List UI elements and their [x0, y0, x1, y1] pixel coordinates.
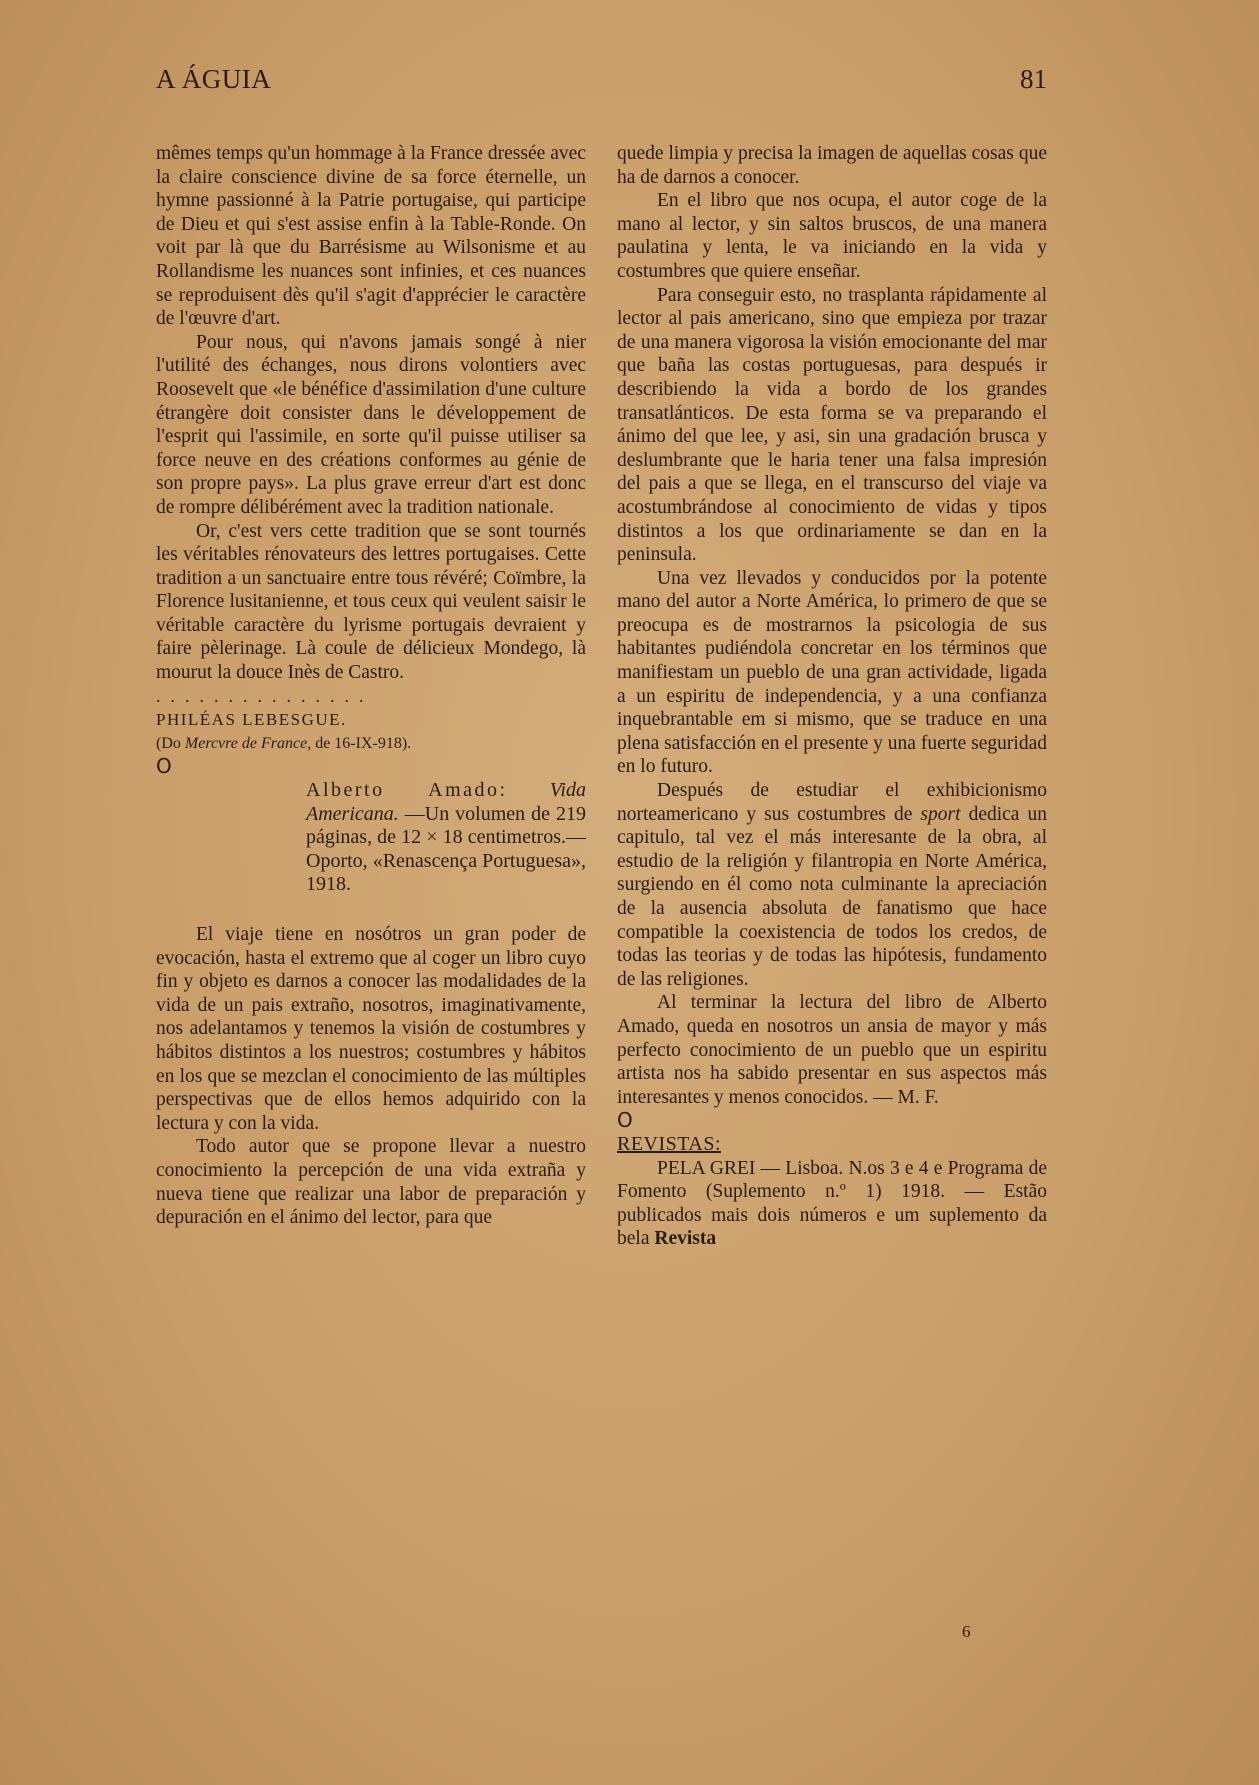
article-source [156, 732, 586, 756]
paragraph: Al terminar la lectura del libro de Alberto Amado, queda en nosotros un ansia de mayor y más perfecto conocimiento de un pueblo que un espiritu artista nos ha sabido presentar en sus aspectos más interesantes y menos conocidos. — M. F. [617, 992, 1047, 1108]
paragraph-text: Después de estudiar el exhibicionismo norteamericano y sus costumbres de [617, 780, 1047, 825]
review-title: Vida Americana. [306, 779, 586, 825]
right-column [617, 142, 1047, 1251]
review-heading [156, 779, 586, 897]
paragraph: Todo autor que se propone llevar a nuestro conocimiento la percepción de una vida extraña y nueva tiene que realizar una labor de preparación y depuración en el ánimo del lector, para que [156, 1136, 586, 1229]
journal-title: A ÁGUIA [156, 64, 272, 94]
review-author: Alberto Amado: [306, 779, 508, 802]
page-number: 81 [1020, 64, 1047, 94]
paragraph [617, 779, 1047, 991]
paragraph: En el libro que nos ocupa, el autor coge de la mano al lector, y sin saltos bruscos, de una manera paulatina y lenta, le va iniciando en la vida y costumbres que quiere enseñar. [617, 190, 1047, 282]
left-column [156, 142, 586, 1230]
paragraph: El viaje tiene en nosótros un gran poder de evocación, hasta el extremo que al coger un libro cuyo fin y objeto es darnos a conocer las modalidades de la vida de un pais extraño, nosotros, imaginativamente, nos adelantamos y tenemos la visión de costumbres y hábitos distintos a los nuestros; costumbres y hábitos en los que se mezclan el conocimiento de las múltiples perspectivas que de ellos hemos adquirido con la lectura y con la vida. [156, 924, 586, 1134]
review-details: —Un volumen de 219 páginas, de 12 × 18 centimetros.— Oporto, «Renascença Portuguesa», 1918. [306, 802, 587, 896]
paragraph [617, 1157, 1047, 1251]
source-publication: Mercvre de France, [184, 734, 312, 752]
paragraph: quede limpia y precisa la imagen de aquellas cosas que ha de darnos a conocer. [617, 143, 1047, 188]
source-prefix: (Do [156, 734, 181, 752]
ellipsis-line: ............... [156, 685, 374, 706]
signature-number: 6 [962, 1622, 971, 1641]
paragraph: Para conseguir esto, no trasplanta rápidamente al lector al pais americano, sino que empieza por trazar de una manera vigorosa la visión emocionante del mar que baña las costas portuguesas, para después ir describiendo la vida a bordo de los grandes transatlánticos. De esta forma se va preparando el ánimo del que lee, y asi, sin una gradación brusca y deslumbrante que le haria tener una falsa impresión del pais a que se llega, en el transcurso del viaje va acostumbrándose al conocimiento de vidas y tipos distintos a los que ordinariamente se dan en la peninsula. [617, 284, 1047, 566]
revistas-text: PELA GREI — Lisboa. N.os 3 e 4 e Programa de Fomento (Suplemento n.º 1) 1918. — Estão publicados mais dois números e um suplemento da bela [617, 1157, 1047, 1250]
review-body [156, 923, 586, 1230]
section-heading: REVISTAS: [617, 1132, 722, 1155]
section-separator: O [617, 1108, 633, 1133]
revistas-bold: Revista [654, 1228, 717, 1250]
paragraph: Una vez llevados y conducidos por la potente mano del autor a Norte América, lo primero de que se preocupa es de mostrarnos la psicologia de sus habitantes pudiéndola concretar en los términos que manifiestam un pueblo de una gran actividade, ligada a un espiritu de independencia, y a una confianza inquebrantable em si mismo, que se traduce en una plena satisfacción en el presente y una fuerte seguridad en lo futuro. [617, 567, 1047, 778]
paragraph-text: dedica un capitulo, tal vez el más interesante de la obra, al estudio de la religión y filantropia en Norte América, surgiendo en él como nota culminante la apreciación de la ausencia absoluta de fanatismo que hace compatible la coexistencia de todos los credos, de todas las teorias y de todas las hipótesis, fundamento de las religiones. [617, 803, 1047, 990]
section-separator: O [156, 754, 172, 779]
source-date: de 16-IX-918). [315, 734, 412, 752]
paragraph: mêmes temps qu'un hommage à la France dressée avec la claire conscience divine de sa force éternelle, un hymne passionné à la Patrie portugaise, qui participe de Dieu et qui s'est assise enfin à la Table-Ronde. On voit par là que du Barrésisme au Wilsonisme et au Rollandisme les nuances sont infinies, et ces nuances se reproduisent dès qu'il s'agit d'apprécier le caractère de l'œuvre d'art. [156, 143, 586, 330]
paragraph: Or, c'est vers cette tradition que se sont tournés les véritables rénovateurs des lettres portugaises. Cette tradition a un sanctuaire entre tous révéré; Coïmbre, la Florence lusitanienne, et tous ceux qui veulent saisir le véritable caractère du lyrisme portugais devraient y faire pèlerinage. Là coule de délicieux Mondego, là mourut la douce Inès de Castro. [156, 520, 586, 684]
italic-word: sport [920, 803, 961, 825]
paragraph: Pour nous, qui n'avons jamais songé à nier l'utilité des échanges, nous dirons volontiers avec Roosevelt que «le bénéfice d'assimilation d'une culture étrangère doit consister dans le développement de l'esprit qui l'assimile, en sorte qu'il puisse utiliser sa force neuve en des créations conformes au génie de son propre pays». La plus grave erreur d'art est donc de rompre délibérément avec la tradition nationale. [156, 331, 586, 518]
article-author: PHILÉAS LEBESGUE. [156, 710, 347, 730]
